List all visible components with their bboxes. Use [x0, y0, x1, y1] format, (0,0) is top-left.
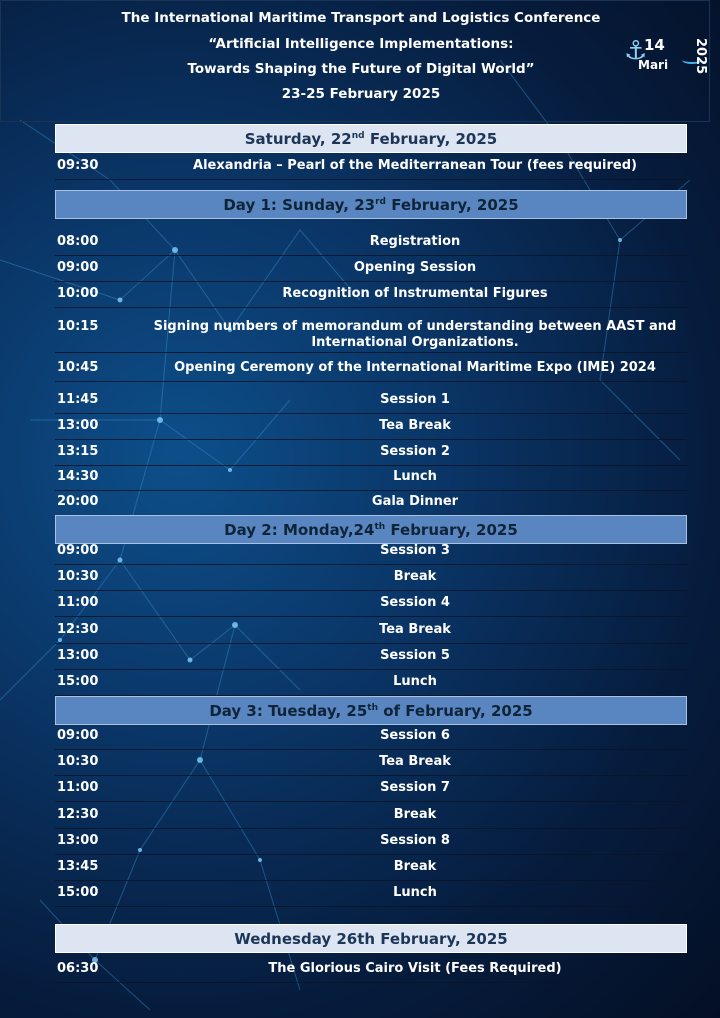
schedule-row: [55, 751, 687, 776]
schedule-row: [55, 466, 687, 491]
event-time: 09:00: [57, 543, 99, 558]
anchor-icon: ⚓: [624, 36, 648, 66]
conference-dates: 23-25 February 2025: [281, 86, 441, 102]
day-header-month: February, 2025: [364, 130, 498, 148]
event-description: Break: [393, 807, 437, 822]
schedule-row: [55, 958, 687, 983]
event-time: 09:00: [57, 260, 99, 275]
event-time: 09:30: [57, 158, 99, 173]
event-description: The Glorious Cairo Visit (Fees Required): [268, 961, 562, 976]
schedule-row: [55, 257, 687, 282]
ordinal-suffix: th: [367, 703, 378, 713]
event-description: Tea Break: [379, 418, 451, 433]
event-description: Alexandria – Pearl of the Mediterranean Tour (fees required): [193, 158, 637, 173]
schedule-row: [55, 316, 687, 353]
event-description: Opening Session: [353, 260, 477, 275]
event-time: 10:15: [57, 319, 99, 334]
ordinal-suffix: rd: [375, 197, 386, 207]
event-time: 13:45: [57, 859, 99, 874]
event-description: Gala Dinner: [371, 494, 459, 509]
event-description: Break: [393, 569, 437, 584]
event-description: Session 6: [380, 728, 450, 743]
event-time: 08:00: [57, 234, 99, 249]
schedule-row: [55, 566, 687, 591]
conference-header: [0, 0, 710, 122]
event-time: 11:00: [57, 780, 99, 795]
schedule-row: [55, 540, 687, 565]
event-time: 12:30: [57, 622, 99, 637]
schedule-row: [55, 882, 687, 907]
event-time: 15:00: [57, 885, 99, 900]
day-header-text: Day 1: Sunday, 23: [223, 196, 376, 214]
schedule-row: [55, 777, 687, 802]
day-header: [55, 924, 687, 953]
logo-text: Mari: [638, 58, 669, 72]
day-header-text: Day 2: Monday,24: [224, 521, 375, 539]
schedule-row: [55, 415, 687, 440]
event-description: Recognition of Instrumental Figures: [282, 286, 548, 301]
event-description: Session 3: [380, 543, 450, 558]
day-header-text: Saturday, 22: [244, 130, 352, 148]
event-description: Tea Break: [379, 622, 451, 637]
event-time: 10:30: [57, 569, 99, 584]
event-time: 09:00: [57, 728, 99, 743]
event-description: Session 5: [380, 648, 450, 663]
schedule-row: [55, 592, 687, 617]
schedule-row: [55, 491, 687, 516]
event-time: 14:30: [57, 469, 99, 484]
conference-logo: [622, 34, 708, 78]
event-time: 13:15: [57, 444, 99, 459]
event-description: Session 7: [380, 780, 450, 795]
day-header-month: of February, 2025: [377, 702, 533, 720]
event-description: Lunch: [393, 674, 437, 689]
event-description: Session 1: [380, 392, 450, 407]
logo-number: 14: [644, 36, 665, 54]
event-time: 11:00: [57, 595, 99, 610]
day-header-text: Wednesday 26th February, 2025: [234, 930, 508, 948]
event-description: Signing numbers of memorandum of understanding between AAST and International Organizations.: [153, 319, 677, 350]
schedule-row: [55, 231, 687, 256]
schedule-row: [55, 283, 687, 308]
schedule-row: [55, 830, 687, 855]
schedule-row: [55, 155, 687, 180]
event-description: Lunch: [393, 885, 437, 900]
event-description: Opening Ceremony of the International Maritime Expo (IME) 2024: [174, 360, 656, 375]
day-header: [55, 696, 687, 725]
schedule-row: [55, 671, 687, 696]
event-description: Lunch: [393, 469, 437, 484]
event-time: 10:30: [57, 754, 99, 769]
event-time: 12:30: [57, 807, 99, 822]
day-header-month: February, 2025: [385, 196, 519, 214]
event-description: Session 2: [380, 444, 450, 459]
schedule-row: [55, 441, 687, 466]
schedule-row: [55, 389, 687, 414]
event-time: 13:00: [57, 418, 99, 433]
schedule-row: [55, 645, 687, 670]
event-time: 20:00: [57, 494, 99, 509]
event-time: 06:30: [57, 961, 99, 976]
theme-line-1: “Artificial Intelligence Implementations:: [208, 36, 514, 52]
day-header: [55, 124, 687, 153]
schedule-row: [55, 619, 687, 644]
event-time: 10:00: [57, 286, 99, 301]
conference-title: The International Maritime Transport and Logistics Conference: [121, 10, 601, 26]
ordinal-suffix: th: [374, 522, 386, 532]
theme-line-2: Towards Shaping the Future of Digital World”: [187, 61, 535, 77]
ordinal-suffix: nd: [351, 131, 365, 141]
schedule-row: [55, 357, 687, 382]
event-description: Registration: [369, 234, 461, 249]
event-time: 15:00: [57, 674, 99, 689]
event-time: 13:00: [57, 648, 99, 663]
day-header-month: February, 2025: [385, 521, 518, 539]
schedule-row: [55, 856, 687, 881]
day-header-text: Day 3: Tuesday, 25: [209, 702, 368, 720]
event-description: Break: [393, 859, 437, 874]
logo-year: 2025: [693, 38, 708, 75]
event-description: Session 8: [380, 833, 450, 848]
event-description: Session 4: [380, 595, 450, 610]
event-time: 11:45: [57, 392, 99, 407]
schedule-row: [55, 725, 687, 750]
event-time: 10:45: [57, 360, 99, 375]
event-description: Tea Break: [379, 754, 451, 769]
event-time: 13:00: [57, 833, 99, 848]
schedule-row: [55, 804, 687, 829]
day-header: [55, 190, 687, 219]
